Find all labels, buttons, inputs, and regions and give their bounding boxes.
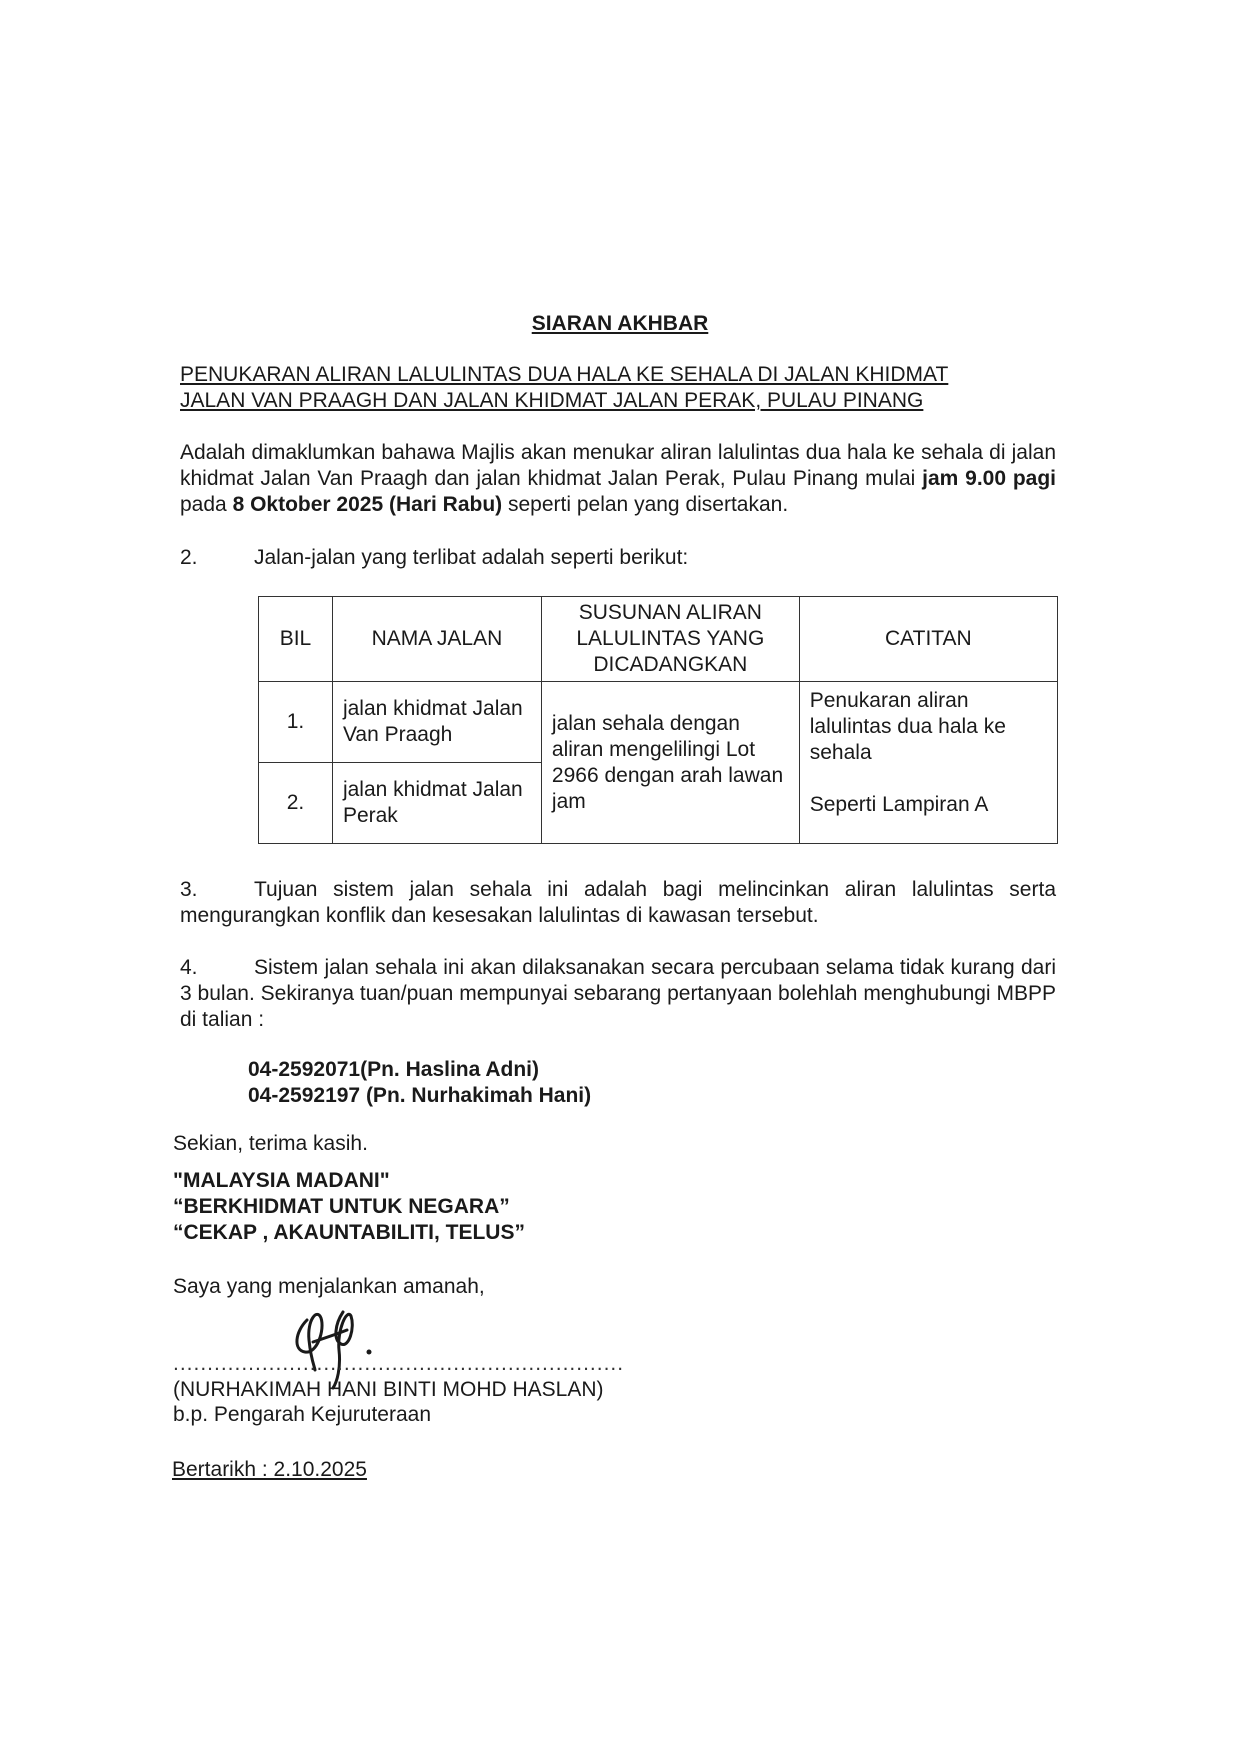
header-catitan: CATITAN (799, 597, 1057, 682)
motto-1: "MALAYSIA MADANI" (173, 1169, 390, 1192)
row-2-bil: 2. (259, 763, 333, 844)
subject-line-1: PENUKARAN ALIRAN LALULINTAS DUA HALA KE SEHALA DI JALAN KHIDMAT (180, 363, 949, 386)
header-nama-jalan: NAMA JALAN (332, 597, 541, 682)
paragraph-3-number: 3. (180, 878, 198, 901)
roads-table (258, 596, 1058, 844)
catitan-cell (799, 682, 1057, 844)
paragraph-1 (180, 440, 1056, 518)
catitan-text-2: Seperti Lampiran A (809, 793, 989, 816)
contact-phones (248, 1057, 591, 1109)
document-title: SIARAN AKHBAR (531, 312, 709, 335)
effective-date: 8 Oktober 2025 (Hari Rabu) (232, 493, 503, 516)
row-2-nama-jalan: jalan khidmat Jalan Perak (332, 763, 541, 844)
header-susunan-aliran: SUSUNAN ALIRAN LALULINTAS YANG DICADANGKAN (541, 597, 799, 682)
paragraph-4 (180, 955, 1056, 1033)
susunan-aliran-cell: jalan sehala dengan aliran mengelilingi Lot 2966 dengan arah lawan jam (541, 682, 799, 844)
header-bil: BIL (259, 597, 333, 682)
subject-line-2: JALAN VAN PRAAGH DAN JALAN KHIDMAT JALAN PERAK, PULAU PINANG (180, 389, 924, 412)
paragraph-4-text: Sistem jalan sehala ini akan dilaksanakan secara percubaan selama tidak kurang dari 3 bulan. Sekiranya tuan/puan mempunyai sebarang pertanyaan bolehlah menghubungi MBPP di talian : (180, 956, 1056, 1031)
paragraph-2 (180, 545, 1056, 571)
paragraph-4-number: 4. (180, 956, 198, 979)
signature-line: .................................................................. (173, 1352, 625, 1375)
row-1-bil: 1. (259, 682, 333, 763)
closing-remark: Sekian, terima kasih. (173, 1132, 368, 1155)
motto-2: “BERKHIDMAT UNTUK NEGARA” (173, 1195, 510, 1218)
mottos (173, 1168, 525, 1246)
signatory-name: (NURHAKIMAH HANI BINTI MOHD HASLAN) (173, 1378, 604, 1401)
subject-heading (180, 362, 1060, 414)
signatory-position: b.p. Pengarah Kejuruteraan (173, 1403, 432, 1426)
paragraph-3 (180, 877, 1056, 929)
effective-time: jam 9.00 pagi (922, 467, 1056, 490)
paragraph-1-text-b: pada (180, 493, 233, 516)
table-header-row (259, 597, 1058, 682)
row-1-nama-jalan: jalan khidmat Jalan Van Praagh (332, 682, 541, 763)
phone-line-1: 04-2592071(Pn. Haslina Adni) (248, 1058, 540, 1081)
paragraph-1-text-a: Adalah dimaklumkan bahawa Majlis akan menukar aliran lalulintas dua hala ke sehala di jalan khidmat Jalan Van Praagh dan jalan khidmat Jalan Perak, Pulau Pinang mulai (180, 441, 1056, 490)
catitan-text-1: Penukaran aliran lalulintas dua hala ke sehala (809, 689, 1006, 764)
trust-statement: Saya yang menjalankan amanah, (173, 1275, 485, 1298)
paragraph-2-number: 2. (180, 546, 198, 569)
motto-3: “CEKAP , AKAUNTABILITI, TELUS” (173, 1221, 525, 1244)
paragraph-3-text: Tujuan sistem jalan sehala ini adalah bagi melincinkan aliran lalulintas serta mengurangkan konflik dan kesesakan lalulintas di kawasan tersebut. (180, 878, 1056, 927)
paragraph-1-text-c: seperti pelan yang disertakan. (502, 493, 789, 516)
issue-date: Bertarikh : 2.10.2025 (172, 1458, 367, 1481)
paragraph-2-text: Jalan-jalan yang terlibat adalah seperti berikut: (254, 546, 689, 569)
phone-line-2: 04-2592197 (Pn. Nurhakimah Hani) (248, 1084, 592, 1107)
table-row (259, 682, 1058, 763)
